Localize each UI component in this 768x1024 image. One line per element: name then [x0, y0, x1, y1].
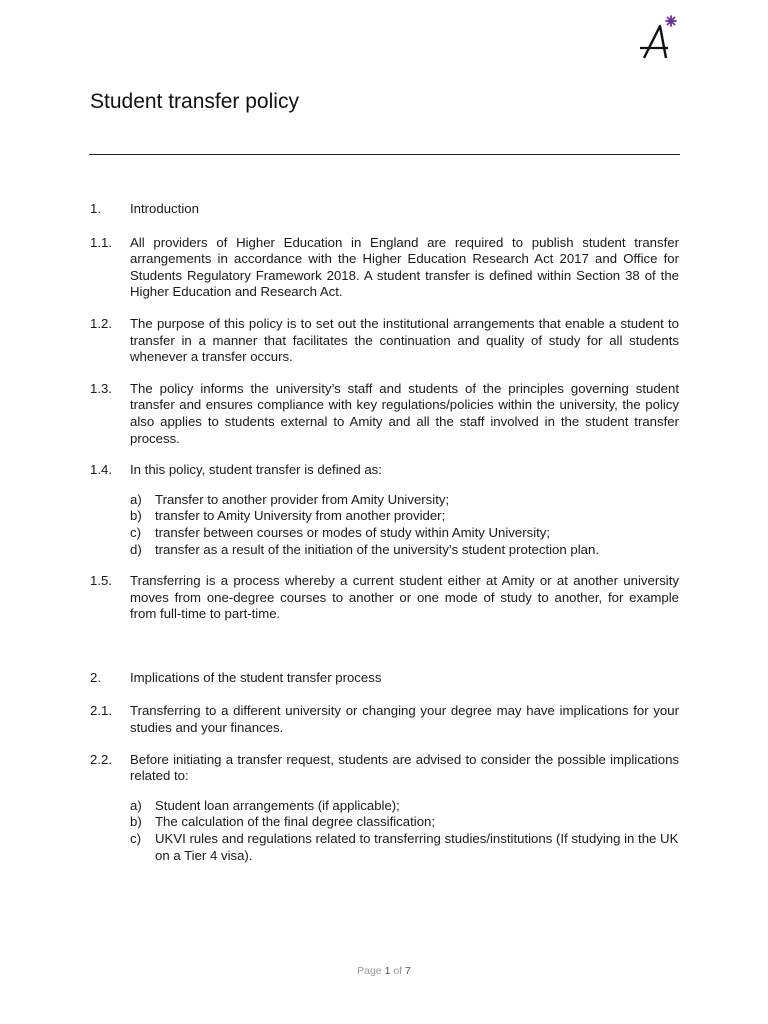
clause-1-2	[90, 316, 679, 366]
section-title: Implications of the student transfer process	[130, 669, 382, 685]
clause-text: The purpose of this policy is to set out the institutional arrangements that enable a student to transfer in a manner that facilitates the continuation and quality of study for all students whenever a transfer occurs.	[130, 315, 679, 365]
amity-logo-icon	[638, 14, 678, 62]
section-1-heading	[90, 201, 679, 218]
clause-number: 1.3.	[90, 380, 112, 396]
list-item: c) UKVI rules and regulations related to transferring studies/institutions (If studying in the UK on a Tier 4 visa).	[130, 831, 679, 863]
implications-list	[130, 798, 679, 864]
star-icon	[666, 16, 676, 26]
current-page-number: 1	[384, 965, 391, 977]
clause-text: Before initiating a transfer request, students are advised to consider the possible implications related to:	[130, 751, 679, 784]
list-item: b) transfer to Amity University from another provider;	[130, 508, 446, 524]
clause-number: 1.4.	[90, 462, 112, 478]
page-word: Page	[357, 965, 382, 977]
clause-1-1	[90, 235, 679, 301]
list-item: a) Student loan arrangements (if applicable);	[130, 797, 400, 813]
section-2-heading	[90, 670, 679, 687]
clause-text: The policy informs the university’s staff and students of the principles governing student transfer and ensures compliance with key regulations/policies within the university, the policy also applies to students external to Amity and all the staff involved in the student transfer process.	[130, 380, 679, 446]
total-pages-number: 7	[405, 965, 411, 977]
clause-2-1	[90, 703, 679, 736]
title-divider	[89, 154, 680, 155]
clause-number: 2.2.	[90, 751, 112, 767]
clause-number: 2.1.	[90, 703, 112, 719]
clause-number: 1.5.	[90, 573, 112, 589]
list-item: c) transfer between courses or modes of study within Amity University;	[130, 524, 551, 540]
list-item: b) The calculation of the final degree classification;	[130, 814, 436, 830]
clause-number: 1.1.	[90, 234, 112, 250]
clause-text: In this policy, student transfer is defined as:	[130, 462, 382, 478]
list-item: a) Transfer to another provider from Amity University;	[130, 491, 450, 507]
clause-number: 1.2.	[90, 315, 112, 331]
clause-text: Transferring is a process whereby a current student either at Amity or at another university moves from one-degree courses to another or one mode of study to another, for example from full-time to part-time.	[130, 573, 679, 622]
transfer-definition-list	[130, 492, 679, 558]
clause-1-4	[90, 462, 679, 479]
clause-1-3	[90, 381, 679, 447]
list-item: d) transfer as a result of the initiation of the university’s student protection plan.	[130, 541, 599, 557]
section-title: Introduction	[130, 201, 199, 216]
clause-text: Transferring to a different university or changing your degree may have implications for your studies and your finances.	[130, 703, 679, 736]
document-title: Student transfer policy	[90, 90, 299, 113]
section-number: 2.	[90, 669, 101, 685]
clause-text: All providers of Higher Education in England are required to publish student transfer arrangements in accordance with the Higher Education Research Act 2017 and Office for Students Regulatory Framework 2018. A student transfer is defined within Section 38 of the Higher Education and Research Act.	[130, 234, 679, 300]
section-number: 1.	[90, 201, 101, 216]
page-footer	[0, 965, 768, 977]
of-word: of	[393, 965, 403, 977]
policy-body	[90, 201, 679, 864]
clause-2-2	[90, 752, 679, 785]
clause-1-5	[90, 573, 679, 623]
